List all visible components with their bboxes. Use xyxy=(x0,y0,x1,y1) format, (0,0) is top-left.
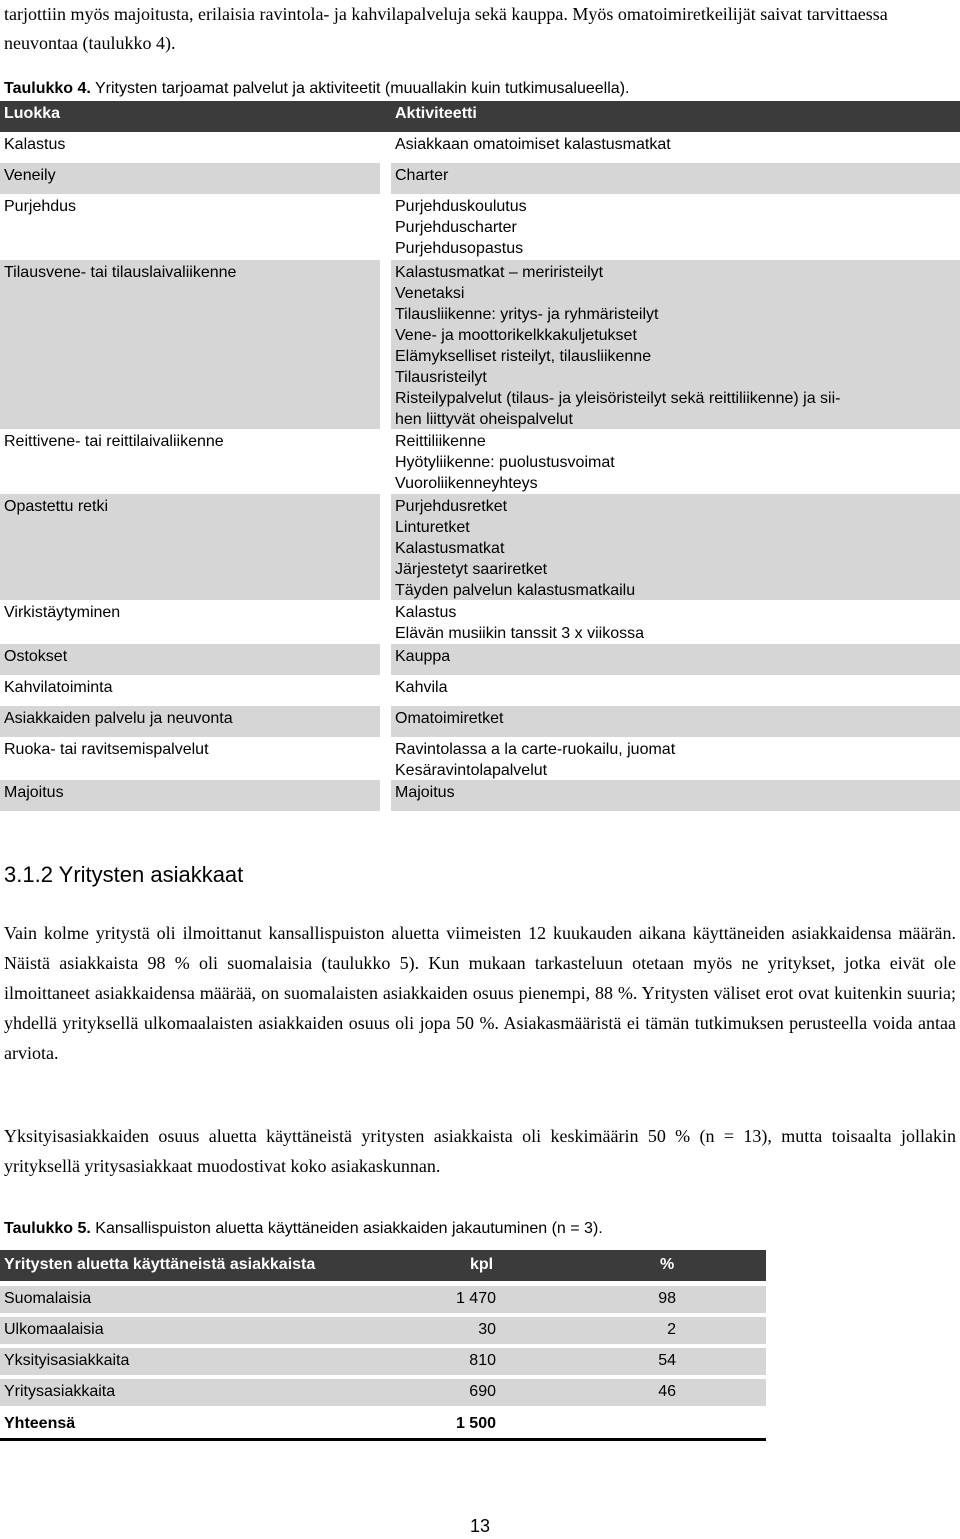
table5-row xyxy=(0,1317,766,1344)
table4-activity: Kalastusmatkat – meriristeilyt xyxy=(395,264,604,281)
table4-activity: Linturetket xyxy=(395,519,470,536)
table4-activities xyxy=(391,429,960,494)
table5-header-kpl: kpl xyxy=(470,1256,494,1273)
table4-caption xyxy=(4,79,629,99)
table4-category: Ruoka- tai ravitsemispalvelut xyxy=(4,741,209,758)
table4-activity: Ravintolassa a la carte-ruokailu, juomat xyxy=(395,741,676,758)
table5-pct: 46 xyxy=(658,1383,676,1400)
table4-activity: Charter xyxy=(395,167,449,184)
table4-activity: Kauppa xyxy=(395,648,451,665)
table4-row xyxy=(0,194,960,260)
table4-category: Majoitus xyxy=(0,780,380,811)
table5-caption-text: Kansallispuiston aluetta käyttäneiden asiakkaiden jakautuminen (n = 3). xyxy=(95,1220,603,1237)
table4-activities xyxy=(391,132,960,163)
table4-activity: Kahvila xyxy=(395,679,448,696)
table4-activity: Elävän musiikin tanssit 3 x viikossa xyxy=(395,625,644,642)
table4-activities xyxy=(391,706,960,737)
table5-header-pct: % xyxy=(660,1256,675,1273)
table4-category: Veneily xyxy=(0,163,380,194)
table5-label: Ulkomaalaisia xyxy=(4,1321,104,1338)
table5-kpl: 810 xyxy=(469,1352,496,1369)
table4-activity: Täyden palvelun kalastusmatkailu xyxy=(395,582,636,599)
table4-category: Opastettu retki xyxy=(0,494,380,600)
table4-activity: Omatoimiretket xyxy=(395,710,504,727)
table4-activities xyxy=(391,194,960,260)
table4-activity: hen liittyvät oheispalvelut xyxy=(395,411,573,428)
table4-row xyxy=(0,429,960,494)
table4-row xyxy=(0,260,960,429)
table5-label: Yksityisasiakkaita xyxy=(4,1352,130,1369)
table5-row xyxy=(0,1286,766,1313)
table4-activity: Tilausliikenne: yritys- ja ryhmäristeilyt xyxy=(395,306,659,323)
table4-category: Kahvilatoiminta xyxy=(4,679,113,696)
table4-activities xyxy=(391,675,960,706)
table4-category: Tilausvene- tai tilauslaivaliikenne xyxy=(0,260,380,429)
table4-activity: Tilausristeilyt xyxy=(395,369,487,386)
table5-pct: 98 xyxy=(658,1290,676,1307)
table5 xyxy=(0,1250,766,1445)
table4-category: Asiakkaiden palvelu ja neuvonta xyxy=(0,706,380,737)
table4-row xyxy=(0,163,960,194)
table5-label: Yritysasiakkaita xyxy=(4,1383,116,1400)
table5-kpl: 30 xyxy=(478,1321,496,1338)
table4-activity: Purjehdusopastus xyxy=(395,240,524,257)
table4-row xyxy=(0,675,960,706)
table4-row xyxy=(0,600,960,644)
table4-activity: Reittiliikenne xyxy=(395,433,486,450)
table5-row xyxy=(0,1379,766,1406)
table4-row xyxy=(0,644,960,675)
table4-activities xyxy=(391,494,960,600)
table4-activity: Järjestetyt saariretket xyxy=(395,561,548,578)
table5-label: Suomalaisia xyxy=(4,1290,92,1307)
table5-caption-label: Taulukko 5. xyxy=(4,1220,91,1237)
table4-caption-label: Taulukko 4. xyxy=(4,80,91,97)
table4-header-activity: Aktiviteetti xyxy=(395,105,477,122)
table4-activity: Risteilypalvelut (tilaus- ja yleisöristeilyt sekä reittiliikenne) ja sii- xyxy=(395,390,841,407)
table4-activity: Kesäravintolapalvelut xyxy=(395,762,548,779)
table4-row xyxy=(0,494,960,600)
intro-paragraph: tarjottiin myös majoitusta, erilaisia ravintola- ja kahvilapalveluja sekä kauppa. Myös omatoimiretkeilijät saivat tarvittaessa neuvontaa (taulukko 4). xyxy=(4,4,888,53)
page-number: 13 xyxy=(469,1516,491,1536)
table4-activity: Majoitus xyxy=(395,784,455,801)
table5-total-row xyxy=(0,1411,766,1441)
table4-row xyxy=(0,132,960,163)
table4-activity: Kalastusmatkat xyxy=(395,540,505,557)
table5-total-kpl: 1 500 xyxy=(455,1415,496,1432)
table4-activity: Kalastus xyxy=(395,604,457,621)
paragraph-1: Vain kolme yritystä oli ilmoittanut kansallispuiston aluetta viimeisten 12 kuukauden aikana käyttäneiden asiakkaidensa määrän. Näistä asiakkaista 98 % oli suomalaisia (taulukko 5). Kun mukaan tarkasteluun otetaan myös ne yritykset, jotka eivät ole ilmoittaneet asiakkaidensa määrää, on suomalaisten asiakkaiden osuus pienempi, 88 %. Yritysten väliset erot ovat kuitenkin suuria; yhdellä yrityksellä ulkomaalaisten asiakkaiden osuus oli jopa 50 %. Asiakasmääristä ei tämän tutkimuksen perusteella voida antaa arviota. xyxy=(4,923,956,1063)
table4-activity: Purjehduscharter xyxy=(395,219,517,236)
table4-header-category: Luokka xyxy=(4,105,61,122)
table4-caption-text: Yritysten tarjoamat palvelut ja aktiviteetit (muuallakin kuin tutkimusalueella). xyxy=(95,80,630,97)
table5-header xyxy=(0,1250,766,1281)
table4-category: Reittivene- tai reittilaivaliikenne xyxy=(4,433,224,450)
table5-header-label: Yritysten aluetta käyttäneistä asiakkaista xyxy=(4,1256,316,1273)
table4-category: Kalastus xyxy=(4,136,66,153)
table4-category: Virkistäytyminen xyxy=(4,604,121,621)
table5-pct: 54 xyxy=(658,1352,676,1369)
table4-activities xyxy=(391,163,960,194)
table4-activities xyxy=(391,260,960,429)
table5-pct: 2 xyxy=(667,1321,676,1338)
table4-row xyxy=(0,737,960,780)
table4-activities xyxy=(391,600,960,644)
table4-activities xyxy=(391,737,960,780)
table4-category: Purjehdus xyxy=(4,198,77,215)
table5-kpl: 690 xyxy=(469,1383,496,1400)
table4-activities xyxy=(391,780,960,811)
table4-header xyxy=(0,101,960,132)
table4-activity: Vuoroliikenneyhteys xyxy=(395,475,538,492)
table4-category: Ostokset xyxy=(0,644,380,675)
table4-row xyxy=(0,706,960,737)
table4-activities xyxy=(391,644,960,675)
table5-total-label: Yhteensä xyxy=(4,1415,76,1432)
table4-activity: Hyötyliikenne: puolustusvoimat xyxy=(395,454,615,471)
table5-caption xyxy=(4,1219,603,1239)
table4-activity: Vene- ja moottorikelkkakuljetukset xyxy=(395,327,637,344)
table4-activity: Elämykselliset risteilyt, tilausliikenne xyxy=(395,348,652,365)
table4-activity: Purjehdusretket xyxy=(395,498,508,515)
table4-activity: Purjehduskoulutus xyxy=(395,198,527,215)
paragraph-2: Yksityisasiakkaiden osuus aluetta käyttäneistä yritysten asiakkaista oli keskimäärin 50 % (n = 13), mutta toisaalta jollakin yrityksellä yritysasiakkaat muodostivat koko asiakaskunnan. xyxy=(4,1126,956,1176)
table4-activity: Asiakkaan omatoimiset kalastusmatkat xyxy=(395,136,671,153)
table5-kpl: 1 470 xyxy=(455,1290,496,1307)
section-heading: 3.1.2 Yritysten asiakkaat xyxy=(4,862,244,887)
table4-row xyxy=(0,780,960,811)
table5-row xyxy=(0,1348,766,1375)
table4-activity: Venetaksi xyxy=(395,285,465,302)
